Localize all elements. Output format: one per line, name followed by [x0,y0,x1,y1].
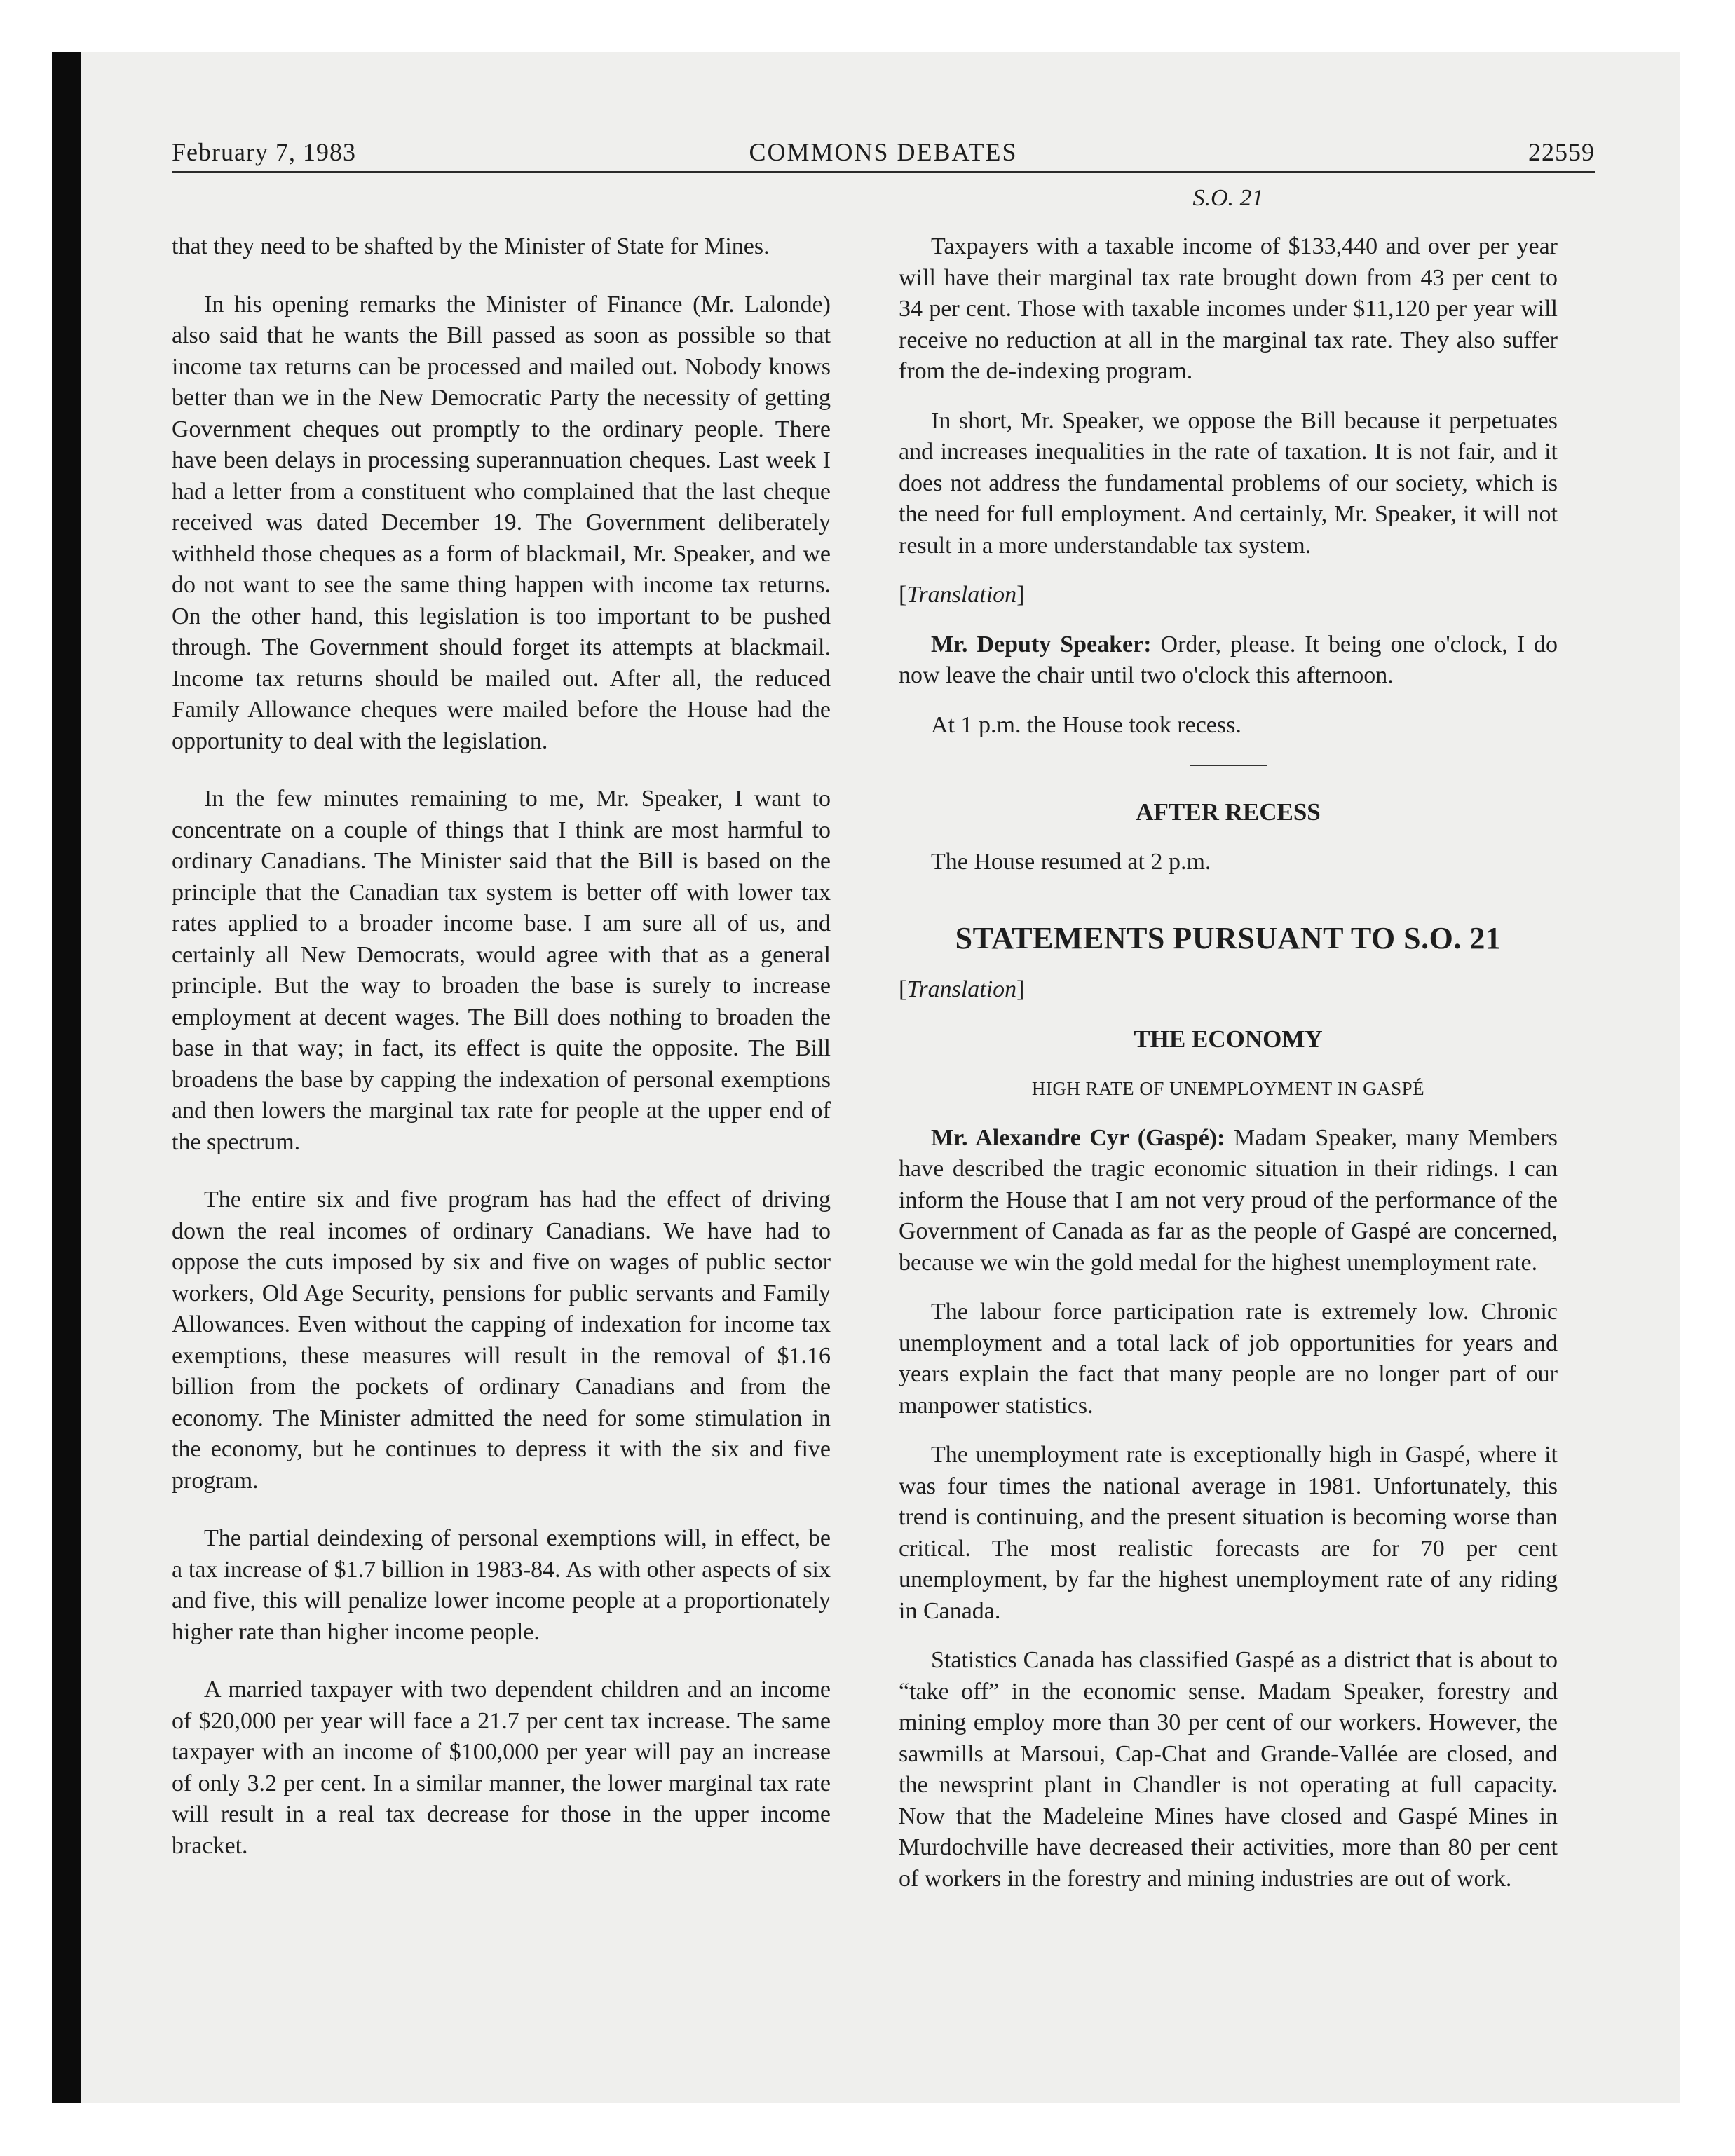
after-recess-heading: AFTER RECESS [1136,798,1321,826]
paragraph: that they need to be shafted by the Minister of State for Mines. [172,233,770,259]
speaker-name: Mr. Deputy Speaker: [931,631,1152,657]
paragraph: A married taxpayer with two dependent children and an income of $20,000 per year will face a 21.7 per cent tax increase. The same taxpayer with an income of $100,000 per year will pay an increase of only 3.2 per cent. In a similar manner, the lower marginal tax rate will result in a real tax decrease for those in the upper income bracket. [172,1677,831,1859]
paragraph: In short, Mr. Speaker, we oppose the Bill because it perpetuates and increases inequalities in the rate of taxation. It is not fair, and it does not address the fundamental problems of our society, which is the need for full employment. And certainly, Mr. Speaker, it will not result in a more understandable tax system. [899,407,1558,559]
economy-heading: THE ECONOMY [1134,1025,1323,1053]
paragraph: At 1 p.m. the House took recess. [931,711,1241,738]
paragraph: Statistics Canada has classified Gaspé as a district that is about to “take off” in the economic sense. Madam Speaker, forestry and mining employ more than 30 per cent of our workers. However, the sawmills at Marsoui, Cap-Chat and Grande-Vallée are closed, and the newsprint plant in Chandler is not operating at full capacity. Now that the Madeleine Mines have closed and Gaspé Mines in Murdochville have decreased their activities, more than 80 per cent of workers in the forestry and mining industries are out of work. [899,1647,1558,1892]
header-title: COMMONS DEBATES [749,138,1018,166]
paragraph: The House resumed at 2 p.m. [931,848,1211,875]
section-divider [1190,765,1267,766]
left-column [172,231,831,1888]
standing-order-marker: S.O. 21 [1192,185,1264,211]
header-date: February 7, 1983 [172,138,356,166]
translation-label-text: Translation [906,976,1017,1002]
header-page-number: 22559 [1528,138,1595,166]
page-header [172,133,1595,173]
scan-edge-bar [52,52,81,2103]
paragraph: The labour force participation rate is extremely low. Chronic unemployment and a total lack of job opportunities for years and years explain the fact that many people are no longer part of our manpower statistics. [899,1299,1558,1419]
paragraph: In his opening remarks the Minister of Finance (Mr. Lalonde) also said that he wants the Bill passed as soon as possible so that income tax returns can be processed and mailed out. Nobody knows better than we in the New Democratic Party the necessity of getting Government cheques out promptly to the ordinary people. There have been delays in processing superannuation cheques. Last week I had a letter from a constituent who complained that the last cheque received was dated December 19. The Government deliberately withheld those cheques as a form of blackmail, Mr. Speaker, and we do not want to see the same thing happen with income tax returns. On the other hand, this legislation is too important to be pushed through. The Government should forget its attempts at blackmail. Income tax returns should be mailed out. After all, the reduced Family Allowance cheques were mailed before the House had the opportunity to deal with the legislation. [172,291,831,754]
cyr-statement [899,1123,1558,1279]
translation-label: [Translation] [899,976,1025,1002]
right-column [899,231,1558,1913]
paragraph: In the few minutes remaining to me, Mr. Speaker, I want to concentrate on a couple of things that I think are most harmful to ordinary Canadians. The Minister said that the Bill is based on the principle that the Canadian tax system is better off with lower tax rates applied to a broader income base. I am sure all of us, and certainly all New Democrats, would agree with that as a general principle. But the way to broaden the base is surely to increase employment at decent wages. The Bill does nothing to broaden the base in that way; in fact, its effect is quite the opposite. The Bill broadens the base by capping the indexation of personal exemptions and then lowers the marginal tax rate for people at the upper end of the spectrum. [172,786,831,1155]
speaker-text: Order, please. It being one o'clock, I do now leave the chair until two o'clock this afternoon. [899,631,1558,688]
deputy-speaker-statement [899,629,1558,692]
translation-label-text: Translation [906,582,1017,608]
paragraph: The unemployment rate is exceptionally high in Gaspé, where it was four times the national average in 1981. Unfortunately, this trend is continuing, and the present situation is becoming worse than critical. The most realistic forecasts are for 70 per cent unemployment, by far the highest unemployment rate of any riding in Canada. [899,1442,1558,1624]
translation-label: [Translation] [899,582,1025,608]
speaker-name: Mr. Alexandre Cyr (Gaspé): [931,1124,1225,1151]
paragraph: The entire six and five program has had the effect of driving down the real incomes of ordinary Canadians. We have had to oppose the cuts imposed by six and five on wages of public sector workers, Old Age Security, pensions for public servants and Family Allowances. Even without the capping of indexation for income tax exemptions, these measures will result in the removal of $1.16 billion from the pockets of ordinary Canadians and from the economy. The Minister admitted the need for some stimulation in the economy, but he continues to depress it with the six and five program. [172,1187,831,1494]
paragraph: Taxpayers with a taxable income of $133,440 and over per year will have their marginal tax rate brought down from 43 per cent to 34 per cent. Those with taxable incomes under $11,120 per year will receive no reduction at all in the marginal tax rate. They also suffer from the de-indexing program. [899,233,1558,384]
speaker-text: Madam Speaker, many Members have described the tragic economic situation in their ridings. I can inform the House that I am not very proud of the performance of the Government of Canada as far as the people of Gaspé are concerned, because we win the gold medal for the highest unemployment rate. [899,1124,1558,1276]
unemployment-subheading: HIGH RATE OF UNEMPLOYMENT IN GASPÉ [1031,1078,1425,1099]
statements-heading: STATEMENTS PURSUANT TO S.O. 21 [955,921,1502,955]
paragraph: The partial deindexing of personal exemptions will, in effect, be a tax increase of $1.7 billion in 1983-84. As with other aspects of six and five, this will penalize lower income people at a proportionately higher rate than higher income people. [172,1525,831,1645]
